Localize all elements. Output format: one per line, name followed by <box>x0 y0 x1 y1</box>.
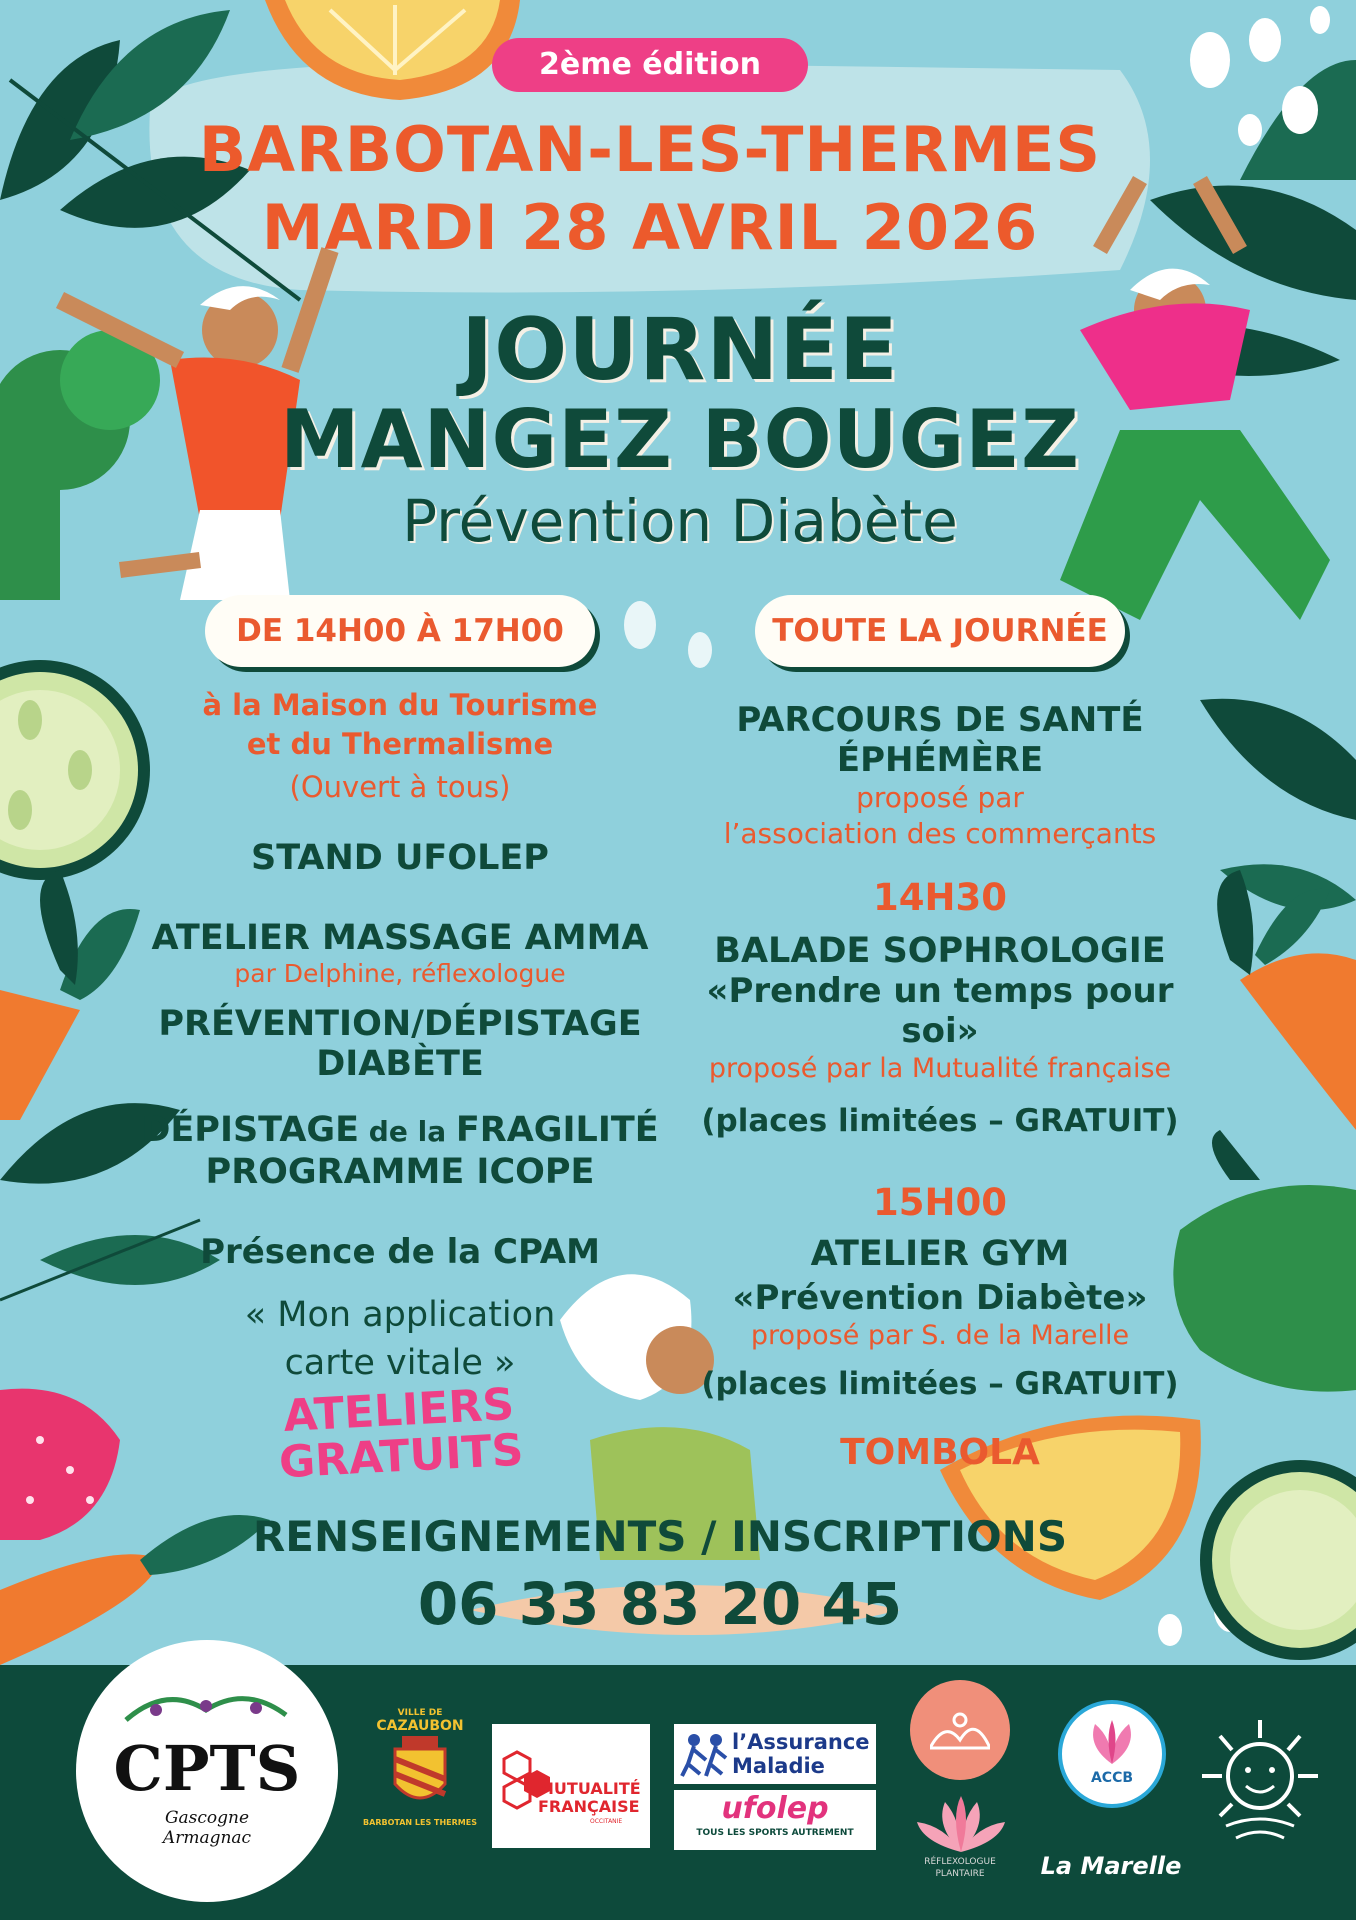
parcours-by2: l’association des commerçants <box>723 817 1157 850</box>
open-to-all: (Ouvert à tous) <box>289 770 511 804</box>
ufolep-text: ufolep <box>721 1791 829 1826</box>
title-line1: JOURNÉE <box>461 300 899 400</box>
event-date: MARDI 28 AVRIL 2026 <box>261 191 1039 264</box>
cazaubon-bottom: BARBOTAN LES THERMES <box>363 1818 477 1827</box>
app-line2: carte vitale » <box>284 1343 516 1383</box>
cpam-presence: Présence de la CPAM <box>200 1232 600 1272</box>
app-line1: « Mon application <box>244 1295 556 1335</box>
mutualite-text1: MUTUALITÉ <box>538 1779 641 1798</box>
fragility-line <box>130 1110 670 1152</box>
right-column <box>690 700 1190 1473</box>
fragility-part3: FRAGILITÉ <box>455 1110 659 1150</box>
contact-phone: 06 33 83 20 45 <box>417 1570 903 1638</box>
balade-by: proposé par la Mutualité française <box>708 1053 1172 1084</box>
parcours-by1: proposé par <box>856 781 1024 814</box>
hills-icon <box>930 1710 990 1750</box>
carrot-right <box>1217 870 1356 1130</box>
gym-places: (places limitées – GRATUIT) <box>701 1366 1179 1402</box>
strawberry <box>0 1389 120 1540</box>
stand-ufolep: STAND UFOLEP <box>251 838 549 878</box>
massage-workshop: ATELIER MASSAGE AMMA <box>151 918 649 958</box>
reflexo-circle-logo <box>910 1680 1010 1780</box>
pill-right: TOUTE LA JOURNÉE <box>755 595 1125 667</box>
fragility-part2: de la <box>359 1115 456 1148</box>
edition-badge <box>492 38 808 92</box>
mutualite-logo <box>492 1724 650 1848</box>
cazaubon-top: VILLE DE <box>397 1708 443 1718</box>
pill-left: DE 14H00 À 17H00 <box>205 595 595 667</box>
prevention-line2: DIABÈTE <box>316 1044 484 1084</box>
mutualite-text3: OCCITANIE <box>590 1818 623 1825</box>
edition-text: 2ème édition <box>539 47 761 82</box>
mutualite-text2: FRANÇAISE <box>538 1797 640 1816</box>
sun-face-icon <box>1196 1716 1324 1844</box>
vine-icon <box>116 1680 296 1740</box>
balade-title: BALADE SOPHROLOGIE <box>714 931 1166 971</box>
coat-of-arms-icon <box>390 1734 450 1814</box>
assurance-maladie-logo <box>674 1724 876 1784</box>
carrot-left <box>0 870 140 1120</box>
gym-quote: «Prévention Diabète» <box>732 1278 1148 1318</box>
city-title: BARBOTAN-LES-THERMES <box>198 113 1102 186</box>
time-1500: 15H00 <box>873 1181 1007 1224</box>
free-workshops <box>238 1380 562 1489</box>
leaves-right-mid <box>1200 699 1356 910</box>
massage-by: par Delphine, réflexologue <box>234 959 566 988</box>
parcours-line2: ÉPHÉMÈRE <box>836 740 1044 780</box>
cpts-logo <box>76 1640 338 1902</box>
title-line2: MANGEZ BOUGEZ <box>280 393 1080 486</box>
cazaubon-name: CAZAUBON <box>376 1718 464 1734</box>
balade-places: (places limitées – GRATUIT) <box>701 1103 1179 1139</box>
cucumber-slice-left <box>0 660 150 880</box>
gym-title: ATELIER GYM <box>810 1234 1070 1274</box>
cazaubon-logo <box>355 1708 485 1858</box>
green-pepper <box>1173 1130 1356 1392</box>
lotus-icon <box>915 1796 1007 1854</box>
free-line2: GRATUITS <box>277 1424 525 1489</box>
location-line2: et du Thermalisme <box>246 727 554 761</box>
reflexo-text <box>900 1856 1020 1880</box>
title-subtitle: Prévention Diabète <box>402 487 958 555</box>
la-marelle-text: La Marelle <box>1040 1852 1182 1880</box>
free-line1: ATELIERS <box>282 1379 516 1443</box>
cpts-sub2: Armagnac <box>162 1828 252 1848</box>
icope-program: PROGRAMME ICOPE <box>205 1152 595 1192</box>
cpts-text: CPTS <box>113 1732 301 1805</box>
tombola: TOMBOLA <box>840 1432 1040 1473</box>
cpts-sub1: Gascogne <box>164 1808 250 1828</box>
accb-logo <box>1058 1700 1166 1808</box>
prevention-line1: PRÉVENTION/DÉPISTAGE <box>158 1004 642 1044</box>
accb-text: ACCB <box>1090 1770 1134 1786</box>
assurance-text2: Maladie <box>732 1754 825 1778</box>
ufolep-logo <box>674 1790 876 1850</box>
location-line1: à la Maison du Tourisme <box>202 688 598 722</box>
reflexo-text1: RÉFLEXOLOGUE <box>924 1857 996 1867</box>
left-column <box>130 686 670 1272</box>
reflexo-text2: PLANTAIRE <box>935 1869 985 1879</box>
fragility-part1: DÉPISTAGE <box>141 1110 360 1150</box>
time-1430: 14H30 <box>873 876 1007 919</box>
runners-icon <box>680 1730 730 1778</box>
fountain-icon <box>1077 1716 1147 1766</box>
parcours-line1: PARCOURS DE SANTÉ <box>736 700 1144 740</box>
balade-quote: «Prendre un temps pour soi» <box>706 971 1174 1051</box>
broccoli <box>0 330 160 600</box>
assurance-text1: l’Assurance <box>732 1730 870 1754</box>
ufolep-sub: TOUS LES SPORTS AUTREMENT <box>696 1828 854 1838</box>
gym-by: proposé par S. de la Marelle <box>750 1320 1130 1351</box>
contact-label: RENSEIGNEMENTS / INSCRIPTIONS <box>252 1512 1068 1561</box>
